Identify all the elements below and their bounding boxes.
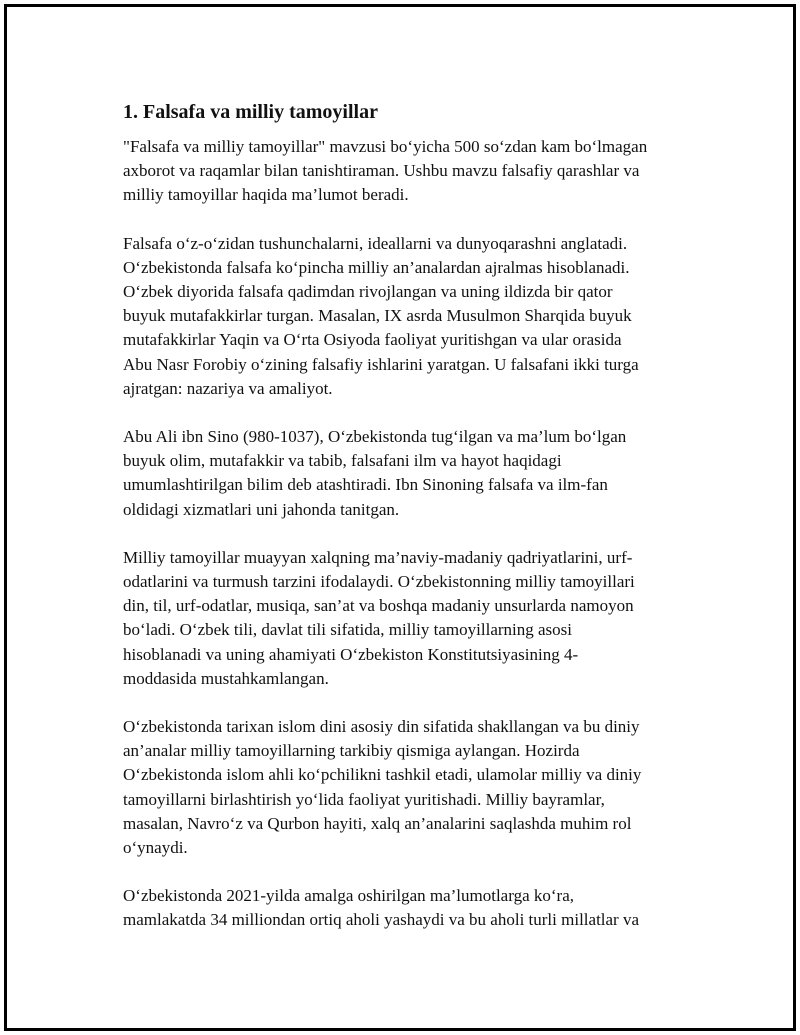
text-line: oldidagi xizmatlari uni jahonda tanitgan. (123, 499, 400, 519)
text-line: buyuk mutafakkirlar turgan. Masalan, IX asrda Musulmon Sharqida buyuk (123, 306, 632, 326)
text-line: O‘zbekistonda tarixan islom dini asosiy din sifatida shakllangan va bu diniy (123, 717, 640, 737)
text-line: Milliy tamoyillar muayyan xalqning ma’naviy-madaniy qadriyatlarini, urf- (123, 547, 633, 567)
page-title: 1. Falsafa va milliy tamoyillar (123, 101, 378, 123)
text-line: mamlakatda 34 milliondan ortiq aholi yashaydi va bu aholi turli millatlar va (123, 910, 640, 930)
text-line: bo‘ladi. O‘zbek tili, davlat tili sifatida, milliy tamoyillarning asosi (123, 620, 572, 640)
text-line: Abu Ali ibn Sino (980-1037), O‘zbekistonda tug‘ilgan va ma’lum bo‘lgan (123, 427, 627, 447)
text-line: O‘zbekistonda 2021-yilda amalga oshirilgan ma’lumotlarga ko‘ra, (123, 886, 574, 906)
paragraph-intro (123, 135, 696, 208)
text-line: tamoyillarni birlashtirish yo‘lida faoliyat yuritishadi. Milliy bayramlar, (123, 789, 605, 809)
paragraph-religion (123, 715, 696, 860)
document-body (121, 99, 696, 957)
text-line: axborot va raqamlar bilan tanishtiraman. Ushbu mavzu falsafiy qarashlar va (123, 161, 640, 181)
text-line: o‘ynaydi. (123, 838, 188, 858)
text-line: O‘zbekistonda islom ahli ko‘pchilikni tashkil etadi, ulamolar milliy va diniy (123, 765, 642, 785)
text-line: Falsafa o‘z-o‘zidan tushunchalarni, ideallarni va dunyoqarashni anglatadi. (123, 233, 628, 253)
text-line: din, til, urf-odatlar, musiqa, san’at va boshqa madaniy unsurlarda namoyon (123, 596, 634, 616)
text-line: hisoblanadi va uning ahamiyati O‘zbekiston Konstitutsiyasining 4- (123, 644, 579, 664)
text-line: milliy tamoyillar haqida ma’lumot beradi. (123, 185, 409, 205)
page-frame (4, 4, 796, 1031)
text-line: Abu Nasr Forobiy o‘zining falsafiy ishlarini yaratgan. U falsafani ikki turga (123, 354, 639, 374)
paragraph-national-principles (123, 546, 696, 691)
text-line: moddasida mustahkamlangan. (123, 668, 329, 688)
text-line: O‘zbekistonda falsafa ko‘pincha milliy an’analardan ajralmas hisoblanadi. (123, 257, 630, 277)
paragraph-population (123, 884, 696, 932)
text-line: an’analar milliy tamoyillarning tarkibiy qismiga aylangan. Hozirda (123, 741, 580, 761)
text-line: buyuk olim, mutafakkir va tabib, falsafani ilm va hayot haqidagi (123, 451, 562, 471)
text-line: masalan, Navro‘z va Qurbon hayiti, xalq an’analarini saqlashda muhim rol (123, 813, 632, 833)
paragraph-philosophy (123, 232, 696, 401)
text-line: "Falsafa va milliy tamoyillar" mavzusi bo‘yicha 500 so‘zdan kam bo‘lmagan (123, 137, 648, 156)
paragraph-ibn-sino (123, 425, 696, 522)
text-line: O‘zbek diyorida falsafa qadimdan rivojlangan va uning ildizda bir qator (123, 282, 613, 302)
text-line: umumlashtirilgan bilim deb atashtiradi. Ibn Sinoning falsafa va ilm-fan (123, 475, 608, 495)
text-line: odatlarini va turmush tarzini ifodalaydi. O‘zbekistonning milliy tamoyillari (123, 572, 635, 592)
text-line: mutafakkirlar Yaqin va O‘rta Osiyoda faoliyat yuritishgan va ular orasida (123, 330, 622, 350)
text-line: ajratgan: nazariya va amaliyot. (123, 378, 333, 398)
